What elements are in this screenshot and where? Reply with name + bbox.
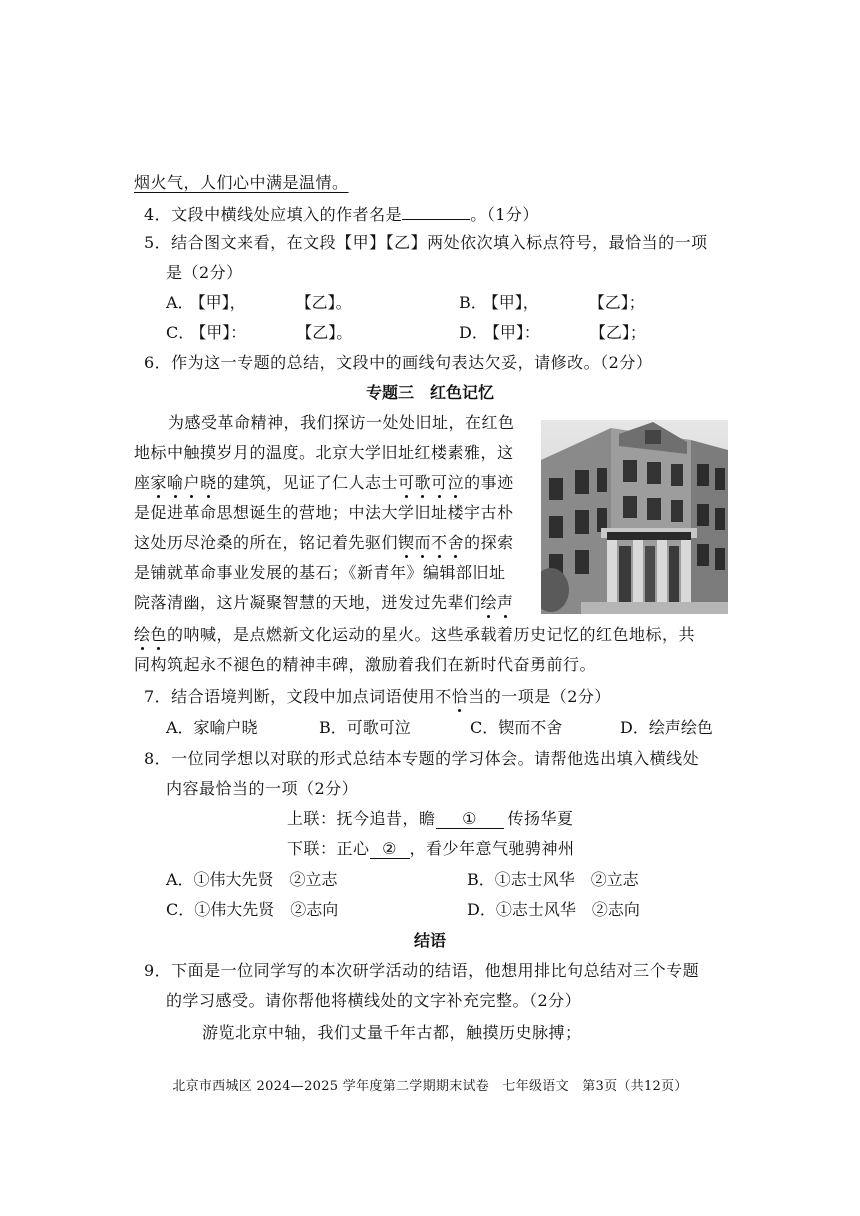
section3-title: 专题三 红色记忆: [365, 383, 494, 402]
q8-option-d: D．①志士风华 ②志向: [467, 900, 640, 919]
dotted-char: 绘: [480, 593, 498, 612]
building-photo: [541, 420, 728, 614]
dotted-char: 舍: [447, 533, 465, 552]
q7-option-a: A．家喻户晓: [166, 718, 258, 737]
q5-option-b: B． 【甲】， 【乙】；: [459, 293, 645, 312]
q4-tail: 。（1分）: [470, 205, 539, 224]
q8-option-c: C．①伟大先贤 ②志向: [166, 900, 339, 919]
q7-option-b: B．可歌可泣: [319, 718, 411, 737]
building-illustration: [541, 420, 728, 614]
q7-option-d: D．绘声绘色: [620, 718, 713, 737]
question-4: [144, 203, 539, 225]
dotted-char: 锲: [398, 533, 415, 552]
q5-line2: 是（2分）: [166, 263, 243, 282]
dotted-char: 可: [398, 473, 415, 492]
dotted-char: 歌: [414, 473, 432, 492]
q8-option-b: B．①志士风华 ②立志: [467, 870, 639, 889]
q5-option-d: D． 【甲】： 【乙】；: [459, 323, 646, 342]
dotted-char: 泣: [447, 473, 465, 492]
q8-line1: 8．一位同学想以对联的形式总结本专题的学习体会。请帮他选出填入横线处: [144, 749, 700, 768]
conclusion-title: 结语: [413, 931, 446, 950]
q9-line1: 9．下面是一位同学写的本次研学活动的结语，他想用排比句总结对三个专题: [144, 961, 700, 980]
q9-line2: 的学习感受。请你帮他将横线处的文字补充完整。（2分）: [166, 991, 582, 1010]
passage-line-1: 为感受革命精神，我们探访一处处旧址，在红色: [168, 413, 515, 432]
q7-option-c: C．锲而不舍: [470, 718, 563, 737]
question-7: 7．结合语境判断，文段中加点词语使用不恰当的一项是（2分）: [144, 687, 611, 706]
emphasis-word: 不恰当: [435, 687, 485, 706]
dotted-char: 绘: [134, 625, 151, 644]
passage-line-4: 是促进革命思想诞生的营地；中法大学旧址楼宇古朴: [134, 503, 514, 522]
q5-option-c: C． 【甲】： 【乙】。: [166, 323, 353, 342]
couplet-blank-2: ②: [370, 840, 410, 859]
question-6: 6．作为这一专题的总结，文段中的画线句表达欠妥，请修改。（2分）: [144, 353, 653, 372]
couplet-lower: 下联：正心 ② ，看少年意气驰骋神州: [287, 839, 575, 858]
dotted-char: 家: [150, 473, 168, 492]
q8-line2: 内容最恰当的一项（2分）: [166, 779, 359, 798]
passage-line-3: 座家喻户晓的建筑，见证了仁人志士可歌可泣的事迹: [134, 473, 514, 492]
dotted-char: 晓: [200, 473, 217, 492]
dotted-char: 而: [414, 533, 432, 552]
passage-line-7: 院落清幽，这片凝聚智慧的天地，迸发过先辈们绘声: [134, 593, 514, 612]
dotted-char: 声: [497, 593, 514, 612]
dotted-char: 可: [431, 473, 448, 492]
dotted-char: 户: [183, 473, 201, 492]
dotted-char: 喻: [167, 473, 184, 492]
dotted-char: 色: [150, 625, 168, 644]
passage-line-6: 是铺就革命事业发展的基石；《新青年》编辑部旧址: [134, 563, 506, 582]
couplet-blank-1: ①: [436, 810, 504, 829]
intro-underlined-sentence: 烟火气，人们心中满是温情。: [134, 173, 349, 192]
passage-line-2: 地标中触摸岁月的温度。北京大学旧址红楼素雅，这: [134, 443, 514, 462]
q5-line1: 5．结合图文来看，在文段【甲】【乙】两处依次填入标点符号，最恰当的一项: [144, 233, 708, 252]
q4-text: 4．文段中横线处应填入的作者名是: [144, 205, 403, 224]
page-footer: 北京市西城区 2024—2025 学年度第二学期期末试卷 七年级语文 第3页（共12页）: [172, 1079, 688, 1094]
passage-line-5: 这处历尽沧桑的所在，铭记着先驱们锲而不舍的探索: [134, 533, 514, 552]
q8-option-a: A．①伟大先贤 ②立志: [166, 870, 338, 889]
passage-line-9: 同构筑起永不褪色的精神丰碑，激励着我们在新时代奋勇前行。: [134, 655, 597, 674]
passage-line-8: 绘色的呐喊，是点燃新文化运动的星火。这些承载着历史记忆的红色地标，共: [134, 625, 696, 644]
q9-line3: 游览北京中轴，我们丈量千年古都，触摸历史脉搏；: [202, 1023, 582, 1042]
dotted-char: 不: [431, 533, 448, 552]
couplet-upper: 上联：抚今追昔，瞻 ① 传扬华夏: [287, 809, 574, 828]
q4-answer-blank: [402, 203, 470, 220]
q5-option-a: A． 【甲】， 【乙】。: [166, 293, 352, 312]
